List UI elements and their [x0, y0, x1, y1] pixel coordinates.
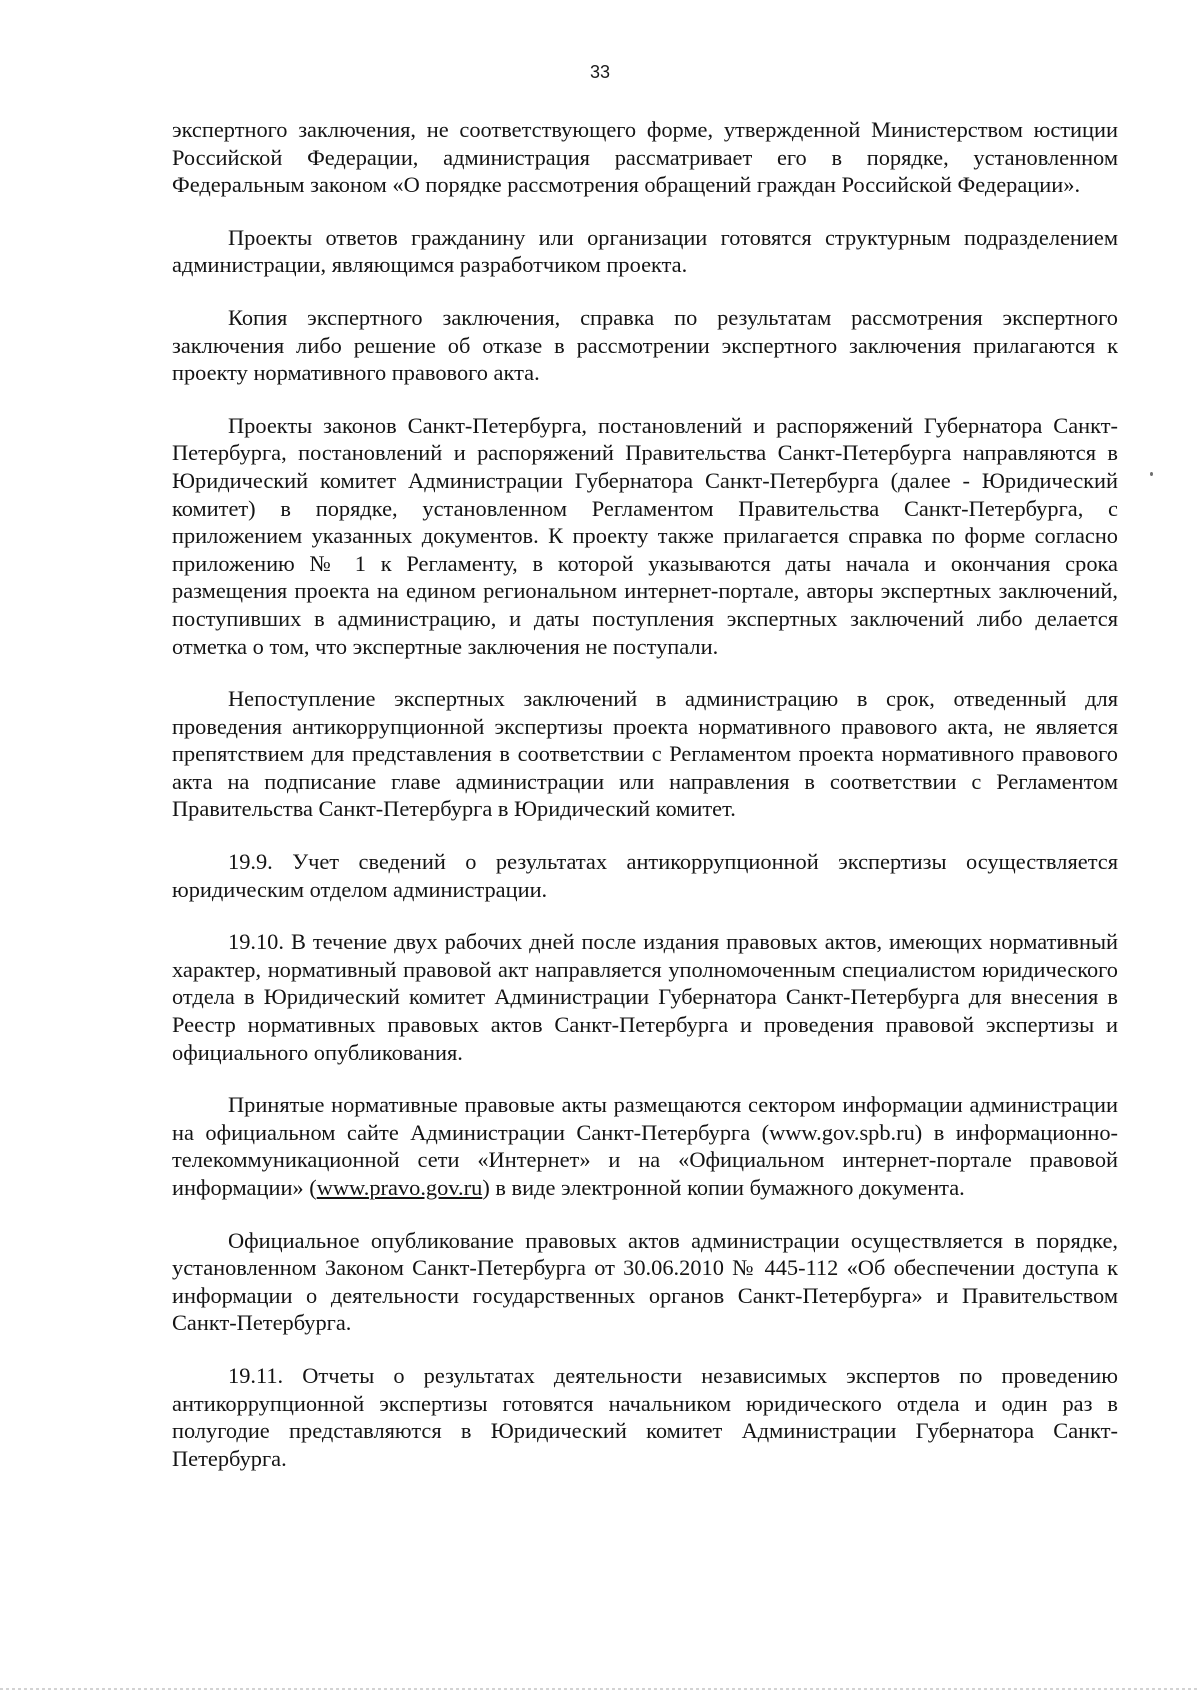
paragraph-publication-online-text: Принятые нормативные правовые акты размещаются сектором информации администрации на официальном сайте Администрации Санкт-Петербурга (www.gov.spb.ru) в информационно-телекоммуникационной сети «Интернет» и на «Официальном интернет-портале правовой информации» (: [172, 1092, 1118, 1200]
scan-bottom-edge: [0, 1688, 1200, 1690]
paragraph-official-publication: Официальное опубликование правовых актов администрации осуществляется в порядке, установленном Законом Санкт-Петербурга от 30.06.2010 № 445-112 «Об обеспечении доступа к информации о деятельности государственных органов Санкт-Петербурга» и Правительством Санкт-Петербурга.: [172, 1227, 1118, 1336]
paragraph-reply-drafts: Проекты ответов гражданину или организации готовятся структурным подразделением администрации, являющимся разработчиком проекта.: [172, 224, 1118, 278]
paragraph-publication-online-tail: ) в виде электронной копии бумажного документа.: [482, 1175, 965, 1200]
paragraph-non-receipt: Непоступление экспертных заключений в администрацию в срок, отведенный для проведения антикоррупционной экспертизы проекта нормативного правового акта, не является препятствием для представления в соответствии с Регламентом проекта нормативного правового акта на подписание главе администрации или направления в соответствии с Регламентом Правительства Санкт-Петербурга в Юридический комитет.: [172, 686, 1118, 822]
paragraph-19-11: 19.11. Отчеты о результатах деятельности независимых экспертов по проведению антикоррупционной экспертизы готовятся начальником юридического отдела и один раз в полугодие представляются в Юридический комитет Администрации Губернатора Санкт-Петербурга.: [172, 1362, 1118, 1471]
document-body: [172, 116, 1118, 1497]
paragraph-expert-conclusion-continuation: экспертного заключения, не соответствующего форме, утвержденной Министерством юстиции Российской Федерации, администрация рассматривает его в порядке, установленном Федеральным законом «О порядке рассмотрения обращений граждан Российской Федерации».: [172, 117, 1118, 198]
page-number: 33: [589, 62, 611, 82]
paragraph-19-9: 19.9. Учет сведений о результатах антикоррупционной экспертизы осуществляется юридическим отделом администрации.: [172, 849, 1118, 902]
paragraph-law-drafts: Проекты законов Санкт-Петербурга, постановлений и распоряжений Губернатора Санкт-Петербурга, постановлений и распоряжений Правительства Санкт-Петербурга направляются в Юридический комитет Администрации Губернатора Санкт-Петербурга (далее - Юридический комитет) в порядке, установленном Регламентом Правительства Санкт-Петербурга, с приложением указанных документов. К проекту также прилагается справка по форме согласно приложению № 1 к Регламенту, в которой указываются даты начала и окончания срока размещения проекта на едином региональном интернет-портале, авторы экспертных заключений, поступивших в администрацию, и даты поступления экспертных заключений либо делается отметка о том, что экспертные заключения не поступали.: [172, 412, 1118, 659]
paragraph-conclusion-copy: Копия экспертного заключения, справка по результатам рассмотрения экспертного заключения либо решение об отказе в рассмотрении экспертного заключения прилагаются к проекту нормативного правового акта.: [172, 304, 1118, 386]
pravo-gov-link[interactable]: www.pravo.gov.ru: [316, 1175, 483, 1200]
paragraph-publication-online: [172, 1091, 1118, 1201]
scan-speck-mark: [1150, 472, 1153, 476]
paragraph-19-10: 19.10. В течение двух рабочих дней после издания правовых актов, имеющих нормативный характер, нормативный правовой акт направляется уполномоченным специалистом юридического отдела в Юридический комитет Администрации Губернатора Санкт-Петербурга для внесения в Реестр нормативных правовых актов Санкт-Петербурга и проведения правовой экспертизы и официального опубликования.: [172, 929, 1118, 1065]
